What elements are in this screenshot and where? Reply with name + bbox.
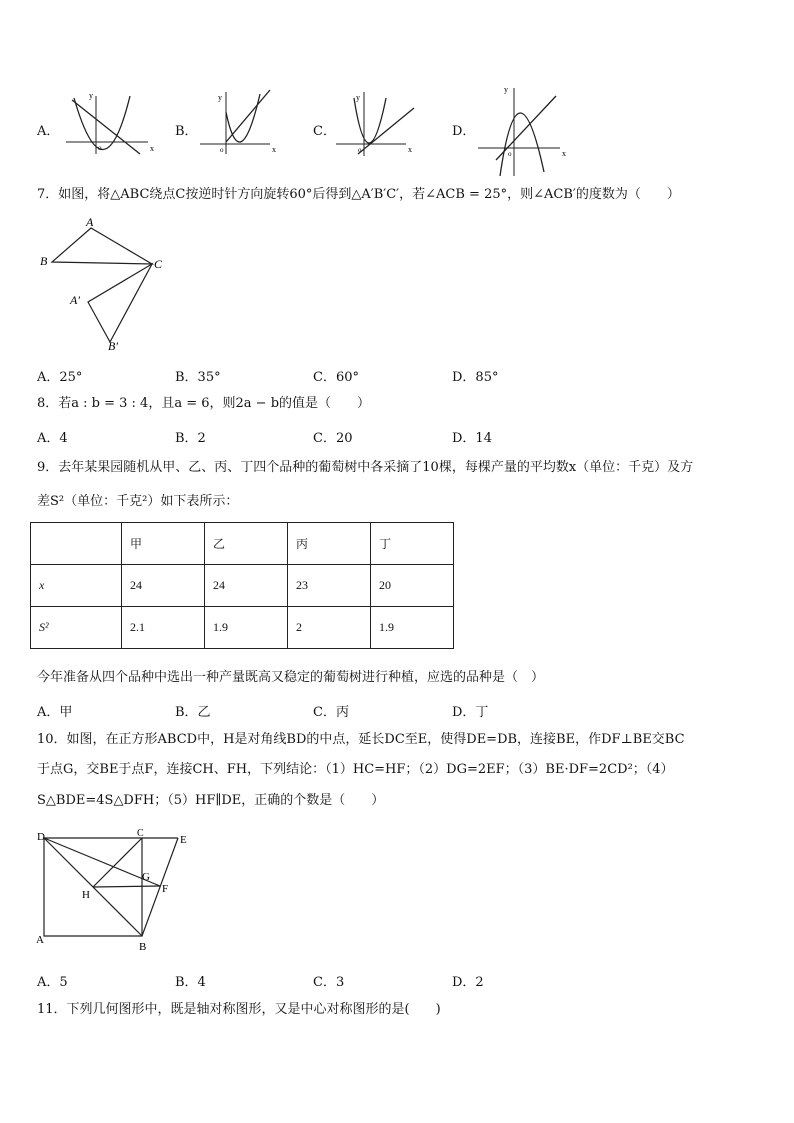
segment-hf (93, 886, 160, 887)
q6-option-a-label: A． (37, 124, 60, 139)
q11-text: 11．下列几何图形中，既是轴对称图形，又是中心对称图形的是( ) (37, 1002, 441, 1017)
q7-option-b: B．35° (175, 370, 221, 385)
table-cell: x (31, 565, 122, 607)
table-row (31, 607, 454, 649)
label-h: H (82, 889, 90, 901)
label-b: B (139, 941, 147, 953)
q6-graph-c (334, 88, 418, 158)
q10-text-line1: 10．如图，在正方形ABCD中，H是对角线BD的中点，延长DC至E，使得DE=DB，连接BE，作DF⊥BE交BC (37, 732, 685, 747)
parabola (226, 94, 260, 142)
y-label: y (356, 93, 360, 102)
segment-be (142, 838, 178, 936)
table-cell: 2 (288, 607, 371, 649)
q9-option-b: B．乙 (175, 705, 211, 720)
table-cell (31, 523, 122, 565)
origin-label: o (98, 144, 102, 152)
segment-ch (93, 838, 142, 887)
q10-text-line3: S△BDE=4S△DFH；（5）HF∥DE，正确的个数是（ ） (37, 793, 385, 808)
x-label: x (150, 144, 154, 153)
q9-option-c: C．丙 (313, 705, 349, 720)
q10-option-a: A．5 (37, 975, 68, 990)
q9-text-line2: 差S²（单位：千克²）如下表所示： (37, 494, 239, 509)
q8-option-b: B．2 (175, 431, 206, 446)
q7-option-c: C．60° (313, 370, 359, 385)
label-f: F (162, 883, 169, 895)
table-cell: 24 (122, 565, 205, 607)
q10-option-d: D．2 (452, 975, 484, 990)
q8-text: 8．若a : b = 3 : 4，且a = 6，则2a − b的值是（ ） (37, 396, 371, 411)
q10-option-b: B．4 (175, 975, 206, 990)
q10-figure (36, 826, 206, 956)
origin-label: o (220, 146, 224, 154)
q6-option-b-label: B． (175, 124, 198, 139)
q6-option-c-label: C． (313, 124, 336, 139)
table-cell: S² (31, 607, 122, 649)
q8-option-d: D．14 (452, 431, 492, 446)
q6-graph-d (476, 82, 568, 178)
q7-option-a: A．25° (37, 370, 83, 385)
table-cell: 20 (371, 565, 454, 607)
label-a: A (36, 934, 44, 946)
y-label: y (218, 93, 222, 102)
q7-text: 7．如图，将△ABC绕点C按逆时针方向旋转60°后得到△A′B′C′，若∠ACB = 25°，则∠ACB′的度数为（ ） (37, 187, 680, 202)
label-d: D (37, 831, 45, 843)
q8-option-a: A．4 (37, 431, 68, 446)
parabola (500, 113, 544, 176)
origin-label: o (358, 146, 362, 154)
q7-figure (36, 214, 176, 354)
label-e: E (180, 834, 187, 846)
table-cell: 丁 (371, 523, 454, 565)
line (358, 108, 414, 154)
q9-question: 今年准备从四个品种中选出一种产量既高又稳定的葡萄树进行种植，应选的品种是（ ） (37, 670, 545, 685)
parabola (74, 96, 130, 150)
q10-text-line2: 于点G，交BE于点F，连接CH、FH，下列结论：（1）HC=HF；（2）DG=2EF；（3）BE·DF=2CD²；（4） (37, 762, 674, 777)
q9-option-a: A．甲 (37, 705, 73, 720)
table-row (31, 565, 454, 607)
x-label: x (272, 145, 276, 154)
table-cell: 甲 (122, 523, 205, 565)
q10-option-c: C．3 (313, 975, 345, 990)
table-cell: 1.9 (371, 607, 454, 649)
y-label: y (504, 85, 508, 94)
label-g: G (142, 871, 150, 883)
q6-option-d-label: D． (452, 124, 476, 139)
label-c: C (137, 828, 144, 839)
q9-data-table (30, 522, 454, 649)
q9-option-d: D．丁 (452, 705, 489, 720)
label-a-prime: A′ (70, 293, 80, 307)
triangle-abc (52, 228, 152, 264)
triangle-a1b1c (88, 264, 152, 342)
x-label: x (562, 149, 566, 158)
label-b: B (40, 254, 48, 268)
table-cell: 丙 (288, 523, 371, 565)
q9-text-line1: 9．去年某果园随机从甲、乙、丙、丁四个品种的葡萄树中各采摘了10棵，每棵产量的平均数x（单位：千克）及方 (37, 460, 694, 475)
table-cell: 24 (205, 565, 288, 607)
parabola (354, 98, 386, 143)
q7-option-d: D．85° (452, 370, 499, 385)
y-label: y (89, 92, 93, 100)
x-label: x (408, 145, 412, 154)
table-header-row (31, 523, 454, 565)
label-a: A (86, 215, 94, 229)
q6-graph-a (64, 92, 154, 158)
line (496, 96, 556, 160)
q8-option-c: C．20 (313, 431, 353, 446)
table-cell: 1.9 (205, 607, 288, 649)
table-cell: 乙 (205, 523, 288, 565)
table-cell: 23 (288, 565, 371, 607)
label-c: C (154, 257, 163, 271)
label-b-prime: B′ (108, 339, 118, 353)
line (72, 100, 140, 154)
table-cell: 2.1 (122, 607, 205, 649)
q6-graph-b (196, 88, 280, 156)
origin-label: o (508, 150, 512, 158)
